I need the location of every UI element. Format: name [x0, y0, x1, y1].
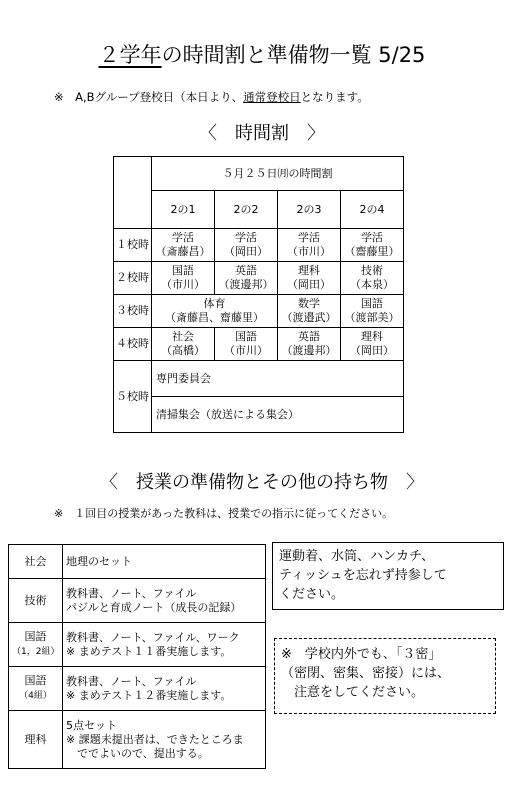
subject-name: 社会 — [24, 554, 47, 568]
timetable-corner — [114, 157, 152, 229]
reminder-box: 運動着、水筒、ハンカチ、 ティッシュを忘れず持参して ください。 — [272, 542, 504, 610]
period5-row: 専門委員会 — [152, 361, 404, 397]
timetable-cell: 理科 （岡田） — [278, 262, 341, 295]
notice-suffix: となります。 — [300, 90, 369, 104]
title-grade: ２学年 — [98, 43, 162, 67]
timetable — [113, 156, 404, 433]
timetable-cell: 国語 （市川） — [215, 328, 278, 361]
timetable-cell: 学活 （斎藤昌） — [152, 229, 215, 262]
subject-cell — [9, 667, 63, 711]
subject-name: 国語 — [24, 630, 47, 643]
subject-name: 技術 — [24, 593, 47, 607]
subject-cell — [9, 623, 63, 667]
subject-name: 国語 — [24, 674, 47, 687]
timetable-cell: 国語 （市川） — [152, 262, 215, 295]
subject-subnote: （1，2組） — [12, 647, 60, 657]
timetable-cell: 社会 （高橋） — [152, 328, 215, 361]
class-header: 2の2 — [215, 191, 278, 229]
items-cell: 教科書、ノート、ファイル パジルと育成ノート（成長の記録） — [63, 579, 266, 623]
items-cell: 地理のセット — [63, 545, 266, 579]
subject-cell — [9, 545, 63, 579]
subject-cell — [9, 579, 63, 623]
period-label: ３校時 — [114, 295, 152, 328]
timetable-cell: 技術 （本泉） — [341, 262, 404, 295]
period5-row: 清掃集会（放送による集会） — [152, 397, 404, 433]
period-label: ２校時 — [114, 262, 152, 295]
timetable-cell: 英語 （渡邊邦） — [215, 262, 278, 295]
materials-note: ※ １回目の授業があった教科は、授業での指示に従ってください。 — [54, 507, 394, 520]
page-title — [0, 40, 524, 70]
period-label: ５校時 — [114, 361, 152, 433]
subject-cell — [9, 711, 63, 769]
timetable-cell: 理科 （岡田） — [341, 328, 404, 361]
items-cell: 教科書、ノート、ファイル、ワーク ※ まめテスト１１番実施します。 — [63, 623, 266, 667]
caution-box: ※ 学校内外でも、「３密」 （密閉、密集、密接）には、 注意をしてください。 — [274, 638, 496, 714]
attendance-notice — [54, 88, 369, 106]
period-label: １校時 — [114, 229, 152, 262]
timetable-cell: 学活 （岡田） — [215, 229, 278, 262]
timetable-cell: 学活 （齋藤里） — [341, 229, 404, 262]
timetable-cell: 英語 （渡邊邦） — [278, 328, 341, 361]
notice-underlined: 通常登校日 — [243, 90, 301, 104]
subject-name: 理科 — [24, 732, 47, 746]
timetable-heading: 〈 時間割 〉 — [199, 123, 325, 144]
period-label: ４校時 — [114, 328, 152, 361]
timetable-cell-merged: 体育 （斎藤昌、齋藤里） — [152, 295, 278, 328]
timetable-cell: 数学 （渡邉武） — [278, 295, 341, 328]
timetable-cell: 国語 （渡部美） — [341, 295, 404, 328]
materials-table — [8, 544, 266, 769]
class-header: 2の3 — [278, 191, 341, 229]
timetable-cell: 学活 （市川） — [278, 229, 341, 262]
class-header: 2の4 — [341, 191, 404, 229]
timetable-caption: ５月２５日㈪の時間割 — [152, 157, 404, 191]
items-cell: 5点セット ※ 課題未提出者は、できたところま ででよいので、提出する。 — [63, 711, 266, 769]
class-header: 2の1 — [152, 191, 215, 229]
subject-subnote: （4組） — [19, 691, 52, 701]
items-cell: 教科書、ノート、ファイル ※ まめテスト１２番実施します。 — [63, 667, 266, 711]
notice-prefix: ※ A,Bグループ登校日（本日より、 — [54, 90, 244, 104]
title-rest: の時間割と準備物一覧 5/25 — [161, 43, 426, 67]
materials-heading: 〈 授業の準備物とその他の持ち物 〉 — [100, 472, 424, 493]
